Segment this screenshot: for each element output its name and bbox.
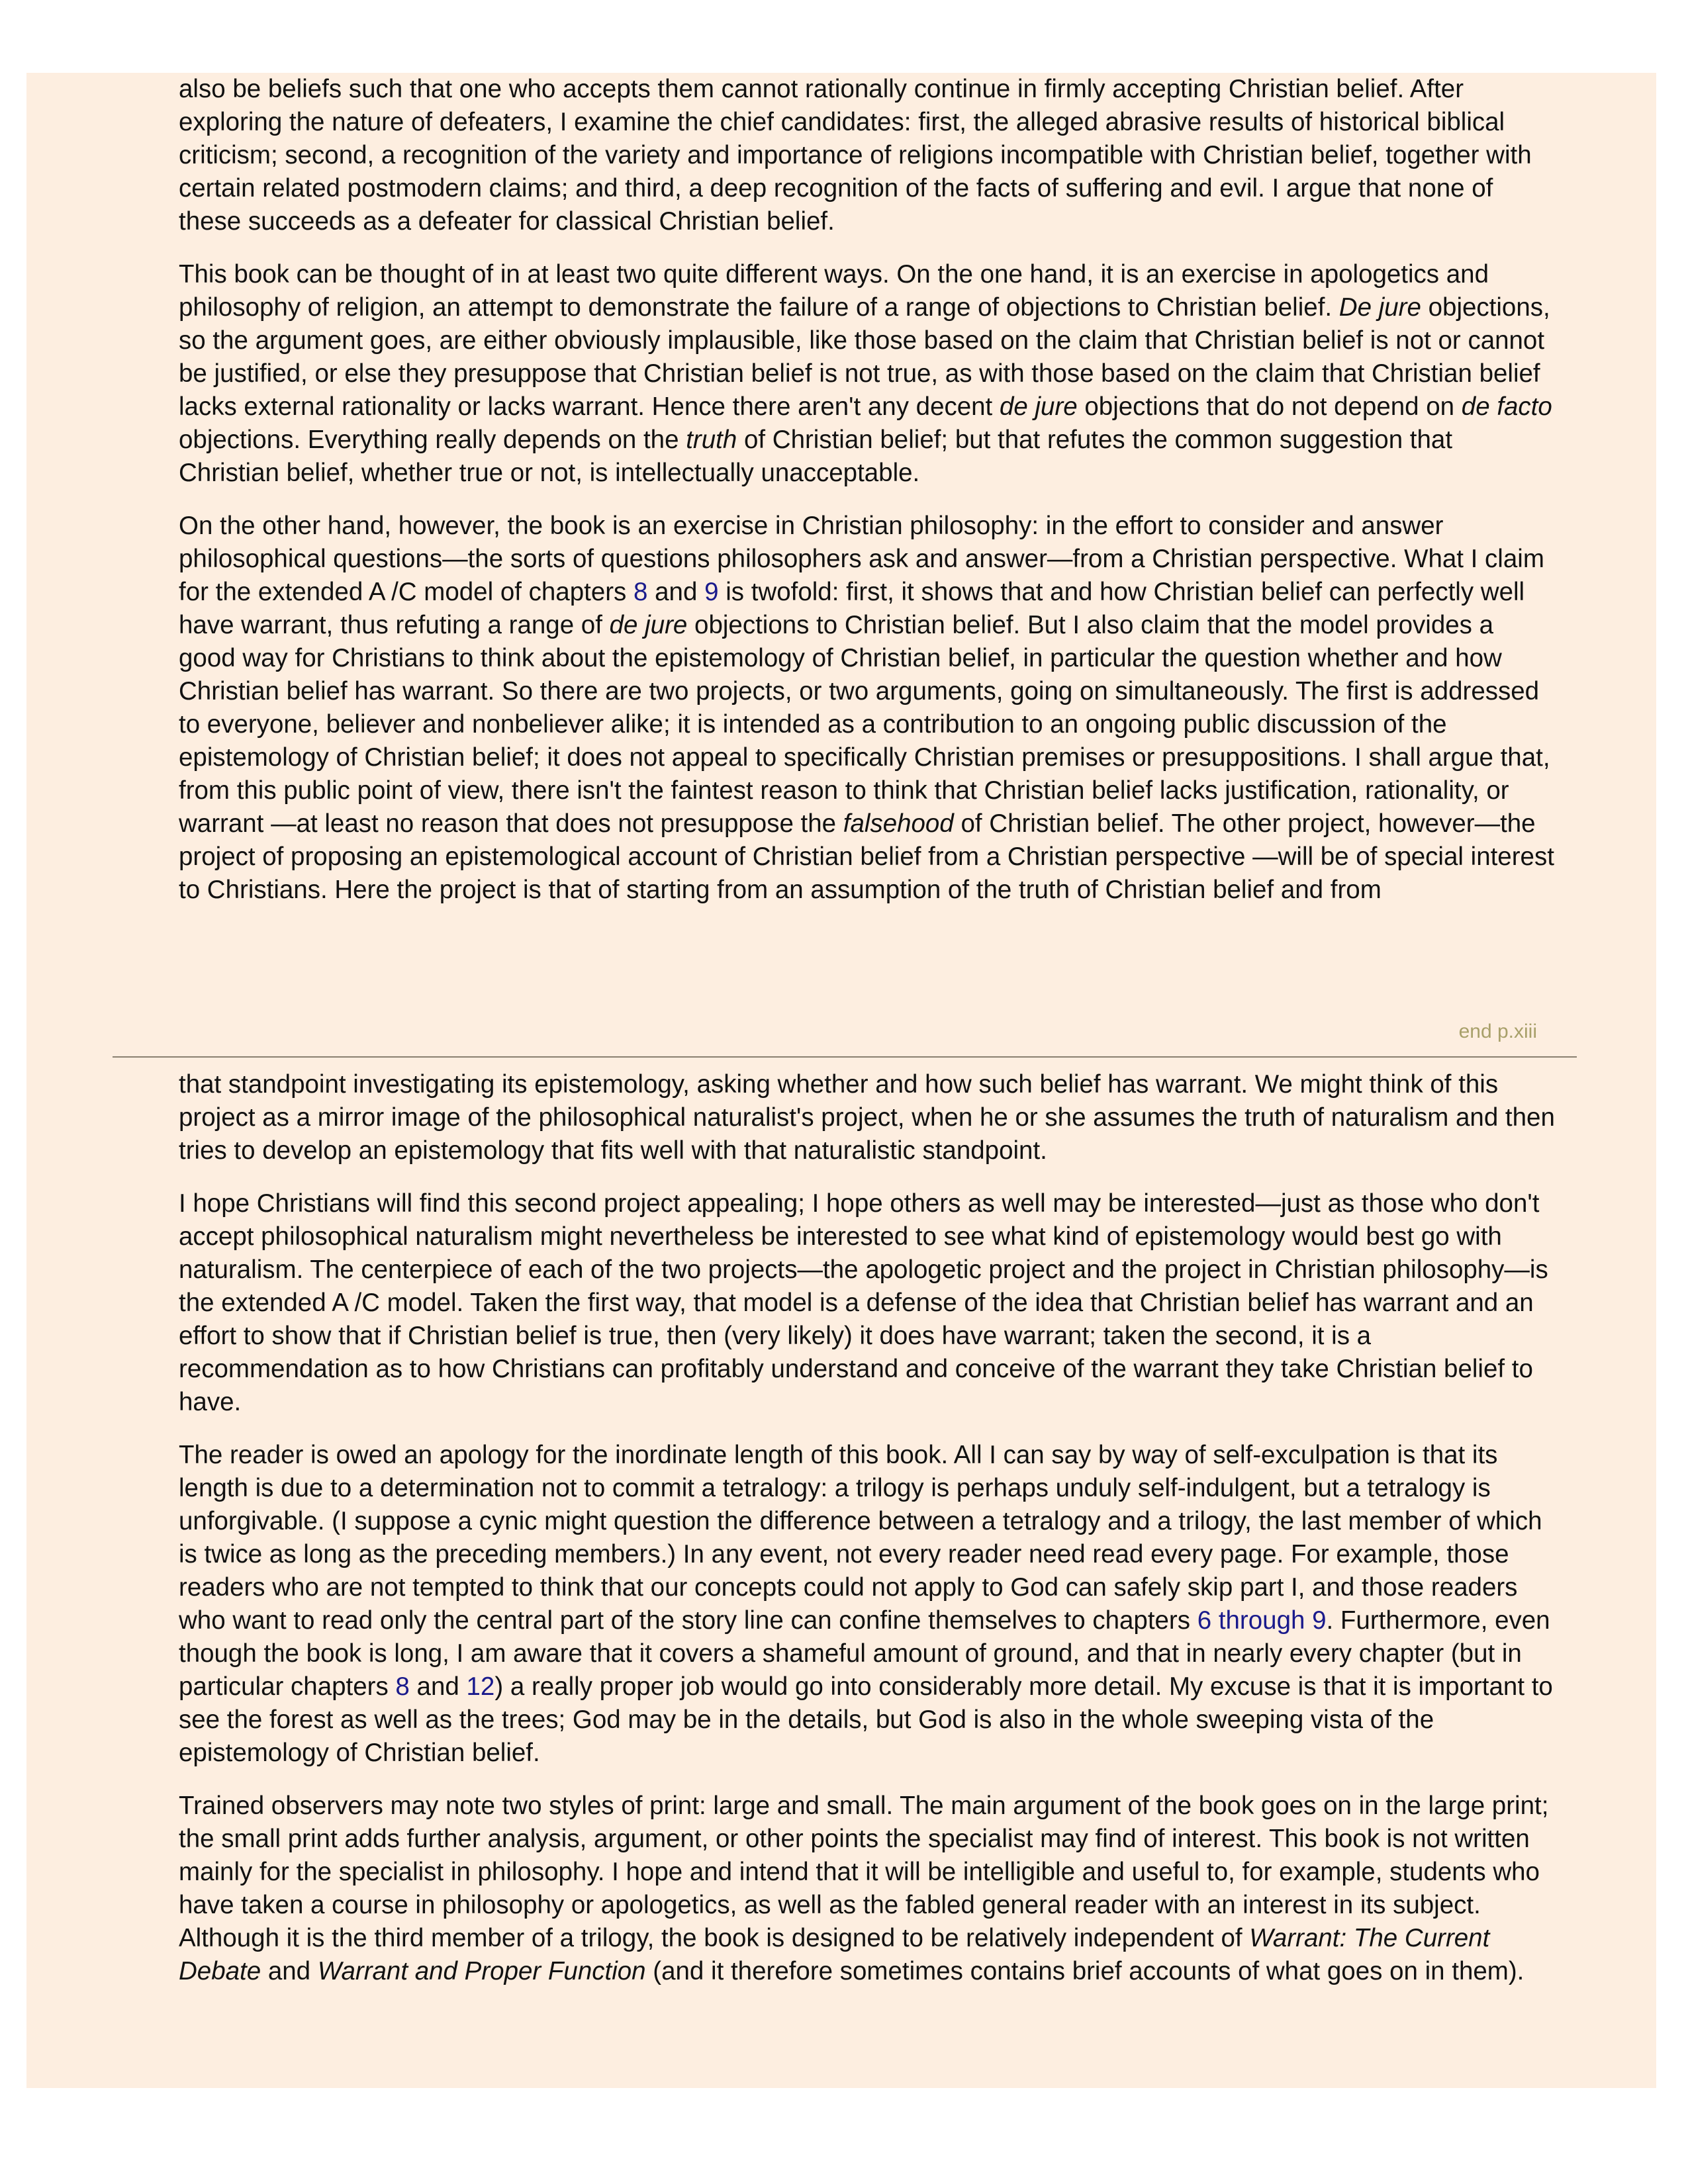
text-run: and [416,1672,459,1701]
text-run: of Christian belief; but that refutes the common suggestion that Christian belief, whether true or not, is intellectually unacceptable. [179,426,1453,487]
emphasis-de-jure: De jure [1338,293,1421,322]
text-run: objections, so the argument goes, are either obviously implausible, like those based on the claim that Christian belief is not or cannot be justified, or else they presuppose that Christian belief is not true, as with those based on the claim that Christian belief lacks external rationality or lacks warrant. Hence there aren't any decent [179,293,1550,421]
emphasis-de-facto: de facto [1461,392,1552,421]
text-run: The reader is owed an apology for the inordinate length of this book. All I can say by way of self-exculpation is that its length is due to a determination not to commit a tetralogy: a trilogy is perhaps unduly self-indulgent, but a tetralogy is unforgivable. (I suppose a cynic might question the difference between a tetralogy and a trilogy, the last member of which is twice as long as the preceding members.) In any event, not every reader need read every page. For example, those readers who are not tempted to think that our concepts could not apply to God can safely skip part I, and those readers who want to read only the central part of the story line can confine themselves to chapters [179,1441,1542,1635]
paragraph-two-ways [179,258,1557,490]
chapters-6-through-9-link[interactable]: 6 through 9 [1197,1606,1327,1635]
text-run: and [655,578,698,606]
text-run: objections that do not depend on [1084,392,1455,421]
text-run: is twofold: first, it shows that and how Christian belief can perfectly well have warrant, thus refuting a range of [179,578,1525,639]
page-sheet [26,73,1656,2088]
text-run: of Christian belief. The other project, however—the project of proposing an epistemological account of Christian belief from a Christian perspective —will be of special interest to Christians. Here the project is that of starting from an assumption of the truth of Christian belief and from [179,809,1554,904]
text-column-top [179,73,1557,907]
text-run: . Furthermore, even though the book is long, I am aware that it covers a shameful amount of ground, and that in nearly every chapter (but in particular chapters [179,1606,1550,1701]
text-run: This book can be thought of in at least two quite different ways. On the one hand, it is an exercise in apologetics and philosophy of religion, an attempt to demonstrate the failure of a range of objections to Christian belief. [179,260,1489,322]
paragraph-mirror-image: that standpoint investigating its epistemology, asking whether and how such belief has warrant. We might think of this project as a mirror image of the philosophical naturalist's project, when he or she assumes the truth of naturalism and then tries to develop an epistemology that fits well with that naturalistic standpoint. [179,1070,1555,1165]
book-title-proper-function: Warrant and Proper Function [317,1957,646,1985]
text-run: Trained observers may note two styles of print: large and small. The main argument of the book goes on in the large print; the small print adds further analysis, argument, or other points the specialist may find of interest. This book is not written mainly for the specialist in philosophy. I hope and intend that it will be intelligible and useful to, for example, students who have taken a course in philosophy or apologetics, as well as the fabled general reader with an interest in its subject. Although it is the third member of a trilogy, the book is designed to be relatively independent of [179,1792,1549,1952]
page-end-marker: end p.xiii [1458,1021,1537,1042]
page-divider [113,1056,1577,1058]
book-title-current-debate: Warrant: The Current Debate [179,1924,1490,1985]
chapter-8-link[interactable]: 8 [395,1672,410,1701]
text-column-bottom [179,1068,1557,1988]
text-run: objections. Everything really depends on the [179,426,679,454]
paragraph-second-project: I hope Christians will find this second project appealing; I hope others as well may be interested—just as those who don't accept philosophical naturalism might nevertheless be interested to see what kind of epistemology would best go with naturalism. The centerpiece of each of the two projects—the apologetic project and the project in Christian philosophy—is the extended A /C model. Taken the first way, that model is a defense of the idea that Christian belief has warrant and an effort to show that if Christian belief is true, then (very likely) it does have warrant; taken the second, it is a recommendation as to how Christians can profitably understand and conceive of the warrant they take Christian belief to have. [179,1189,1548,1416]
emphasis-falsehood: falsehood [843,809,954,838]
paragraph-apology-length [179,1439,1557,1770]
chapter-8-link[interactable]: 8 [633,578,648,606]
text-run: objections to Christian belief. But I also claim that the model provides a good way for Christians to think about the epistemology of Christian belief, in particular the question whether and how Christian belief has warrant. So there are two projects, or two arguments, going on simultaneously. The first is addressed to everyone, believer and nonbeliever alike; it is intended as a contribution to an ongoing public discussion of the epistemology of Christian belief; it does not appeal to specifically Christian premises or presuppositions. I shall argue that, from this public point of view, there isn't the faintest reason to think that Christian belief lacks justification, rationality, or warrant —at least no reason that does not presuppose the [179,611,1550,838]
text-run: On the other hand, however, the book is an exercise in Christian philosophy: in the effort to consider and answer philosophical questions—the sorts of questions philosophers ask and answer—from a Christian perspective. What I claim for the extended A /C model of chapters [179,512,1544,606]
paragraph-print-styles [179,1790,1557,1988]
emphasis-de-jure: de jure [999,392,1078,421]
emphasis-truth: truth [686,426,737,454]
chapter-12-link[interactable]: 12 [466,1672,495,1701]
emphasis-de-jure: de jure [609,611,688,639]
paragraph-christian-philosophy [179,510,1557,907]
chapter-9-link[interactable]: 9 [704,578,719,606]
text-run: and [267,1957,311,1985]
paragraph-defeaters: also be beliefs such that one who accepts them cannot rationally continue in firmly accepting Christian belief. After exploring the nature of defeaters, I examine the chief candidates: first, the alleged abrasive results of historical biblical criticism; second, a recognition of the variety and importance of religions incompatible with Christian belief, together with certain related postmodern claims; and third, a deep recognition of the facts of suffering and evil. I argue that none of these succeeds as a defeater for classical Christian belief. [179,75,1532,236]
text-run: ) a really proper job would go into considerably more detail. My excuse is that it is important to see the forest as well as the trees; God may be in the details, but God is also in the whole sweeping vista of the epistemology of Christian belief. [179,1672,1553,1767]
text-run: (and it therefore sometimes contains brief accounts of what goes on in them). [653,1957,1524,1985]
